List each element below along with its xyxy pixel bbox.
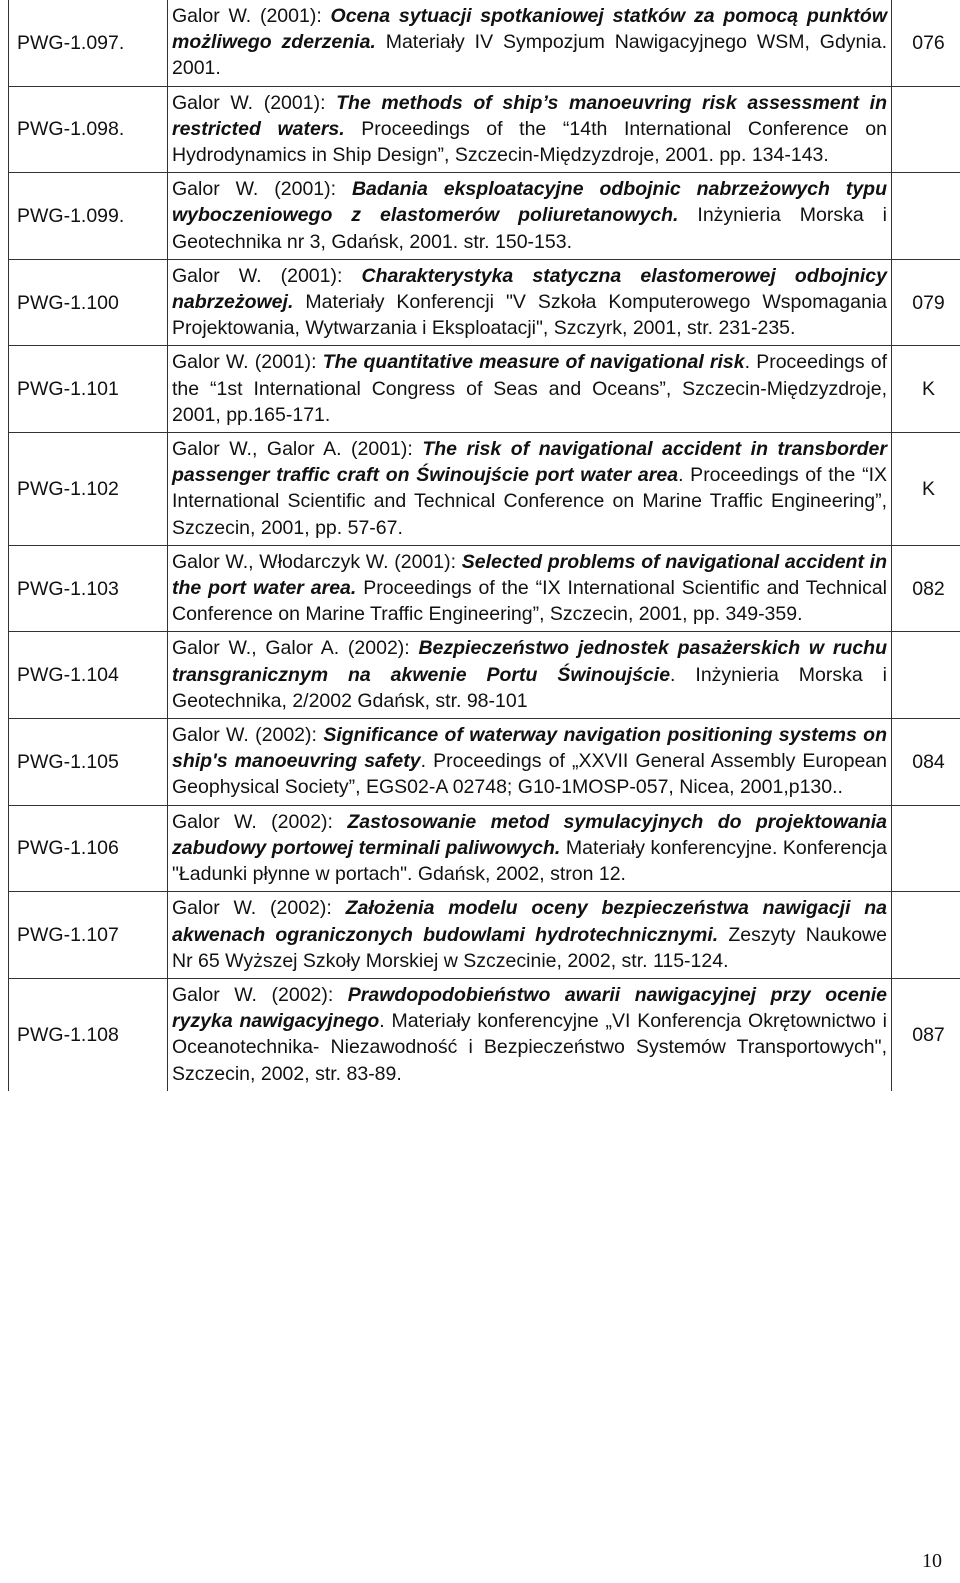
publication-entry	[168, 805, 892, 892]
publication-title: Badania eksploatacyjne odbojnic nabrzeżowych typu wyboczeniowego z elastomerów poliuretanowych.	[172, 178, 887, 227]
table-row	[9, 0, 960, 86]
publication-code: PWG-1.105	[9, 719, 168, 806]
publication-code: PWG-1.100	[9, 259, 168, 346]
table-row	[9, 433, 960, 546]
publication-entry	[168, 632, 892, 719]
publication-mark: 079	[892, 259, 960, 346]
publication-code: PWG-1.106	[9, 805, 168, 892]
publication-authors-year: Galor W. (2001):	[172, 351, 323, 374]
publication-authors-year: Galor W. (2002):	[172, 810, 348, 833]
table-row	[9, 632, 960, 719]
publication-authors-year: Galor W., Galor A. (2002):	[172, 637, 419, 660]
publication-entry	[168, 433, 892, 546]
page-number: 10	[922, 1550, 942, 1572]
publications-table-body	[9, 0, 960, 1091]
publication-entry	[168, 173, 892, 260]
table-row	[9, 545, 960, 632]
publication-mark: K	[892, 346, 960, 433]
publication-code: PWG-1.099.	[9, 173, 168, 260]
publication-source: . Materiały konferencyjne „VI Konferencja Okrętownictwo i Oceanotechnika- Niezawodność i Bezpieczeństwo Systemów Transportowych", Szczecin, 2002, str. 83-89.	[172, 1010, 888, 1085]
table-row	[9, 173, 960, 260]
publication-title: Założenia modelu oceny bezpieczeństwa nawigacji na akwenach ograniczonych budowlami hydrotechnicznymi.	[172, 897, 888, 946]
publication-code: PWG-1.098.	[9, 86, 168, 173]
publication-title: Significance of waterway navigation positioning systems on ship's manoeuvring safety	[172, 724, 888, 773]
publication-code: PWG-1.097.	[9, 0, 168, 86]
publication-mark: K	[892, 433, 960, 546]
publication-entry	[168, 892, 892, 979]
publications-table	[8, 0, 960, 1091]
table-row	[9, 719, 960, 806]
publication-mark	[892, 632, 960, 719]
publication-source: Zeszyty Naukowe Nr 65 Wyższej Szkoły Morskiej w Szczecinie, 2002, str. 115-124.	[172, 923, 887, 972]
publication-entry	[168, 86, 892, 173]
publication-source: . Inżynieria Morska i Geotechnika, 2/2002 Gdańsk, str. 98-101	[172, 663, 887, 712]
table-row	[9, 892, 960, 979]
publication-source: Materiały Konferencji "V Szkoła Komputerowego Wspomagania Projektowania, Wytwarzania i Eksploatacji", Szczyrk, 2001, str. 231-235.	[172, 291, 887, 340]
publication-authors-year: Galor W. (2001):	[172, 91, 337, 114]
publication-authors-year: Galor W. (2001):	[172, 178, 352, 201]
publication-source: Materiały konferencyjne. Konferencja "Ładunki płynne w portach". Gdańsk, 2002, stron 12.	[172, 836, 887, 886]
publication-source: Proceedings of the “14th International Conference on Hydrodynamics in Ship Design”, Szczecin-Międzyzdroje, 2001. pp. 134-143.	[172, 117, 887, 167]
publication-mark: 082	[892, 545, 960, 632]
publication-entry	[168, 346, 892, 433]
table-row	[9, 978, 960, 1090]
table-row	[9, 346, 960, 433]
table-row	[9, 86, 960, 173]
publication-source: Materiały IV Sympozjum Nawigacyjnego WSM, Gdynia. 2001.	[172, 31, 887, 80]
publication-code: PWG-1.108	[9, 978, 168, 1090]
publication-entry	[168, 0, 892, 86]
publication-authors-year: Galor W. (2001):	[172, 264, 362, 287]
publication-entry	[168, 719, 892, 806]
publication-authors-year: Galor W., Włodarczyk W. (2001):	[172, 550, 462, 573]
publication-mark	[892, 892, 960, 979]
publication-entry	[168, 978, 892, 1090]
publication-source: . Proceedings of the “1st International Congress of Seas and Oceans”, Szczecin-Międzyzdroje, 2001, pp.165-171.	[172, 351, 888, 426]
publication-mark: 076	[892, 0, 960, 86]
publication-entry	[168, 545, 892, 632]
publication-title: The quantitative measure of navigational risk	[322, 351, 745, 374]
publication-title: Zastosowanie metod symulacyjnych do projektowania zabudowy portowej terminali paliwowych.	[172, 810, 887, 859]
publication-title: The methods of ship’s manoeuvring risk assessment in restricted waters.	[172, 91, 888, 140]
publication-code: PWG-1.102	[9, 433, 168, 546]
publication-authors-year: Galor W. (2002):	[172, 724, 324, 747]
publication-source: . Proceedings of the “IX International Scientific and Technical Conference on Marine Traffic Engineering”, Szczecin, 2001, pp. 57-67.	[172, 464, 887, 539]
publication-code: PWG-1.104	[9, 632, 168, 719]
publication-code: PWG-1.107	[9, 892, 168, 979]
publication-mark	[892, 805, 960, 892]
publication-mark: 084	[892, 719, 960, 806]
publication-title: Prawdopodobieństwo awarii nawigacyjnej przy ocenie ryzyka nawigacyjnego	[172, 983, 887, 1033]
publication-source: . Proceedings of „XXVII General Assembly European Geophysical Society”, EGS02-A 02748; G10-1MOSP-057, Nicea, 2001,p130..	[172, 750, 887, 799]
publication-title: Bezpieczeństwo jednostek pasażerskich w ruchu transgranicznym na akwenie Portu Świnoujście	[172, 637, 887, 686]
publication-source: Proceedings of the “IX International Scientific and Technical Conference on Marine Traffic Engineering”, Szczecin, 2001, pp. 349-359.	[172, 577, 887, 626]
publication-authors-year: Galor W., Galor A. (2001):	[172, 438, 423, 461]
publication-mark	[892, 173, 960, 260]
publication-entry	[168, 259, 892, 346]
publication-code: PWG-1.103	[9, 545, 168, 632]
publication-title: The risk of navigational accident in transborder passenger traffic craft on Świnoujście port water area	[172, 438, 887, 487]
publication-code: PWG-1.101	[9, 346, 168, 433]
publication-title: Charakterystyka statyczna elastomerowej odbojnicy nabrzeżowej.	[172, 264, 887, 314]
publication-mark	[892, 86, 960, 173]
publication-source: Inżynieria Morska i Geotechnika nr 3, Gdańsk, 2001. str. 150-153.	[172, 204, 888, 253]
publication-mark: 087	[892, 978, 960, 1090]
publication-authors-year: Galor W. (2001):	[172, 5, 331, 27]
table-row	[9, 259, 960, 346]
table-row	[9, 805, 960, 892]
publication-authors-year: Galor W. (2002):	[172, 983, 348, 1006]
publication-title: Selected problems of navigational accident in the port water area.	[172, 550, 888, 600]
publication-title: Ocena sytuacji spotkaniowej statków za pomocą punktów możliwego zderzenia.	[172, 5, 888, 54]
publication-authors-year: Galor W. (2002):	[172, 897, 346, 920]
